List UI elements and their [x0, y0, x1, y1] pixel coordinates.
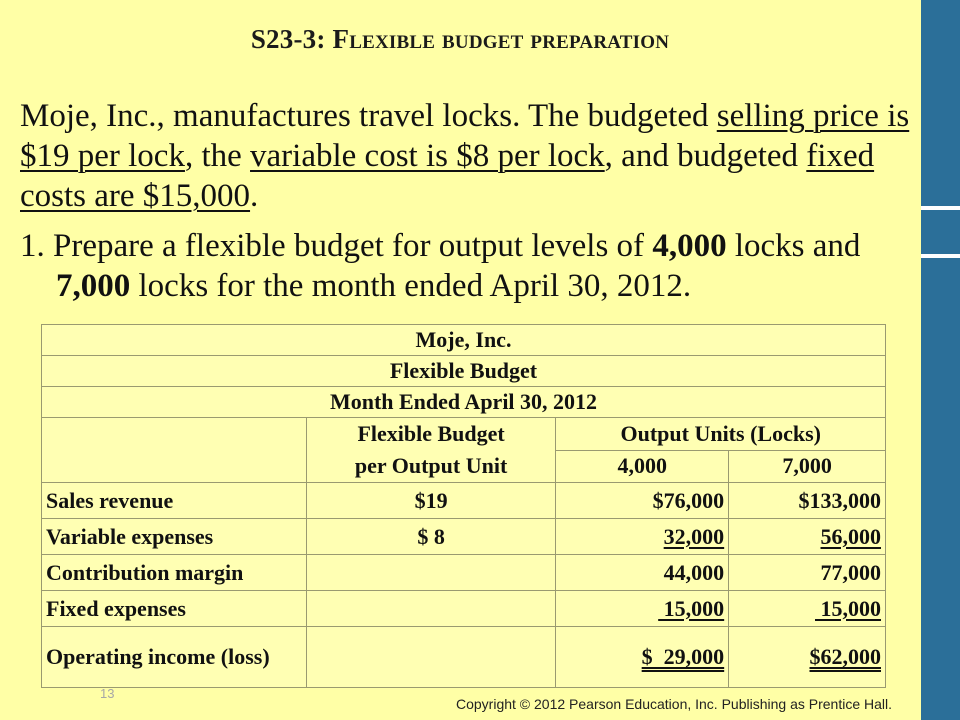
accent-bar-divider: [921, 254, 960, 258]
header-blank-cell: [42, 418, 307, 483]
row-value-7000-cell: [729, 627, 886, 688]
task-text: 1. Prepare a flexible budget for output levels of: [20, 228, 653, 264]
problem-statement: [20, 96, 915, 216]
row-value-7000-cell: [729, 519, 886, 555]
row-label: Sales revenue: [42, 483, 307, 519]
problem-variable-cost: variable cost is $8 per lock: [250, 138, 605, 174]
task-output-level-2: 7,000: [56, 268, 131, 304]
row-label: Variable expenses: [42, 519, 307, 555]
copyright-notice: Copyright © 2012 Pearson Education, Inc. Publishing as Prentice Hall.: [456, 696, 893, 712]
task-instruction: [20, 226, 915, 306]
task-text: locks for the month ended April 30, 2012.: [130, 268, 692, 304]
table-row: [42, 591, 886, 627]
row-per-unit: [306, 627, 556, 688]
problem-text: Moje, Inc., manufactures travel locks. The budgeted: [20, 98, 717, 134]
table-row: [42, 519, 886, 555]
flexible-budget-table: [41, 324, 886, 688]
slide-title-code: S23-3:: [250, 24, 326, 54]
row-value-7000: $133,000: [729, 483, 886, 519]
table-row: [42, 627, 886, 688]
table-header-row: [42, 418, 886, 451]
row-value-4000: 32,000: [663, 523, 725, 549]
slide-number: 13: [100, 686, 115, 701]
table-header-row: [42, 387, 886, 418]
row-label: Fixed expenses: [42, 591, 307, 627]
row-value-4000: $76,000: [556, 483, 729, 519]
company-name: Moje, Inc.: [42, 325, 886, 356]
problem-text: , the: [184, 138, 251, 174]
row-value-4000-cell: [556, 591, 729, 627]
problem-selling-price: selling price is $19 per lock: [20, 98, 910, 174]
row-value-4000: 44,000: [556, 555, 729, 591]
row-value-7000: 15,000: [815, 595, 881, 621]
accent-bar-divider: [921, 206, 960, 210]
problem-text: .: [250, 178, 259, 214]
report-name: Flexible Budget: [42, 356, 886, 387]
row-value-4000-cell: [556, 627, 729, 688]
row-value-7000: 77,000: [729, 555, 886, 591]
table-row: [42, 555, 886, 591]
header-per-unit-line2: per Output Unit: [354, 453, 508, 478]
right-accent-bar: [921, 0, 960, 720]
slide-title-text: Flexible budget preparation: [332, 24, 670, 54]
row-per-unit: $19: [306, 483, 556, 519]
row-value-4000-cell: [556, 519, 729, 555]
problem-fixed-costs: fixed costs are $15,000: [20, 138, 875, 214]
row-value-7000: $62,000: [809, 644, 881, 669]
header-col-4000: 4,000: [556, 450, 729, 483]
header-per-unit: [306, 418, 556, 483]
row-value-7000-cell: [729, 591, 886, 627]
header-col-7000: 7,000: [729, 450, 886, 483]
row-label: Contribution margin: [42, 555, 307, 591]
report-period: Month Ended April 30, 2012: [42, 387, 886, 418]
header-output-units: Output Units (Locks): [556, 418, 886, 451]
row-label: Operating income (loss): [42, 627, 307, 688]
table-header-row: [42, 325, 886, 356]
header-per-unit-line1: Flexible Budget: [357, 421, 505, 446]
table-row: [42, 483, 886, 519]
slide-title: [0, 24, 920, 55]
task-text: locks and: [726, 228, 861, 264]
row-per-unit: [306, 591, 556, 627]
row-per-unit: [306, 555, 556, 591]
row-per-unit: $ 8: [306, 519, 556, 555]
row-value-4000: $ 29,000: [641, 644, 725, 669]
row-value-7000: 56,000: [820, 523, 881, 549]
task-output-level-1: 4,000: [652, 228, 727, 264]
table-header-row: [42, 356, 886, 387]
row-value-4000: 15,000: [658, 595, 725, 621]
problem-text: , and budgeted: [604, 138, 807, 174]
